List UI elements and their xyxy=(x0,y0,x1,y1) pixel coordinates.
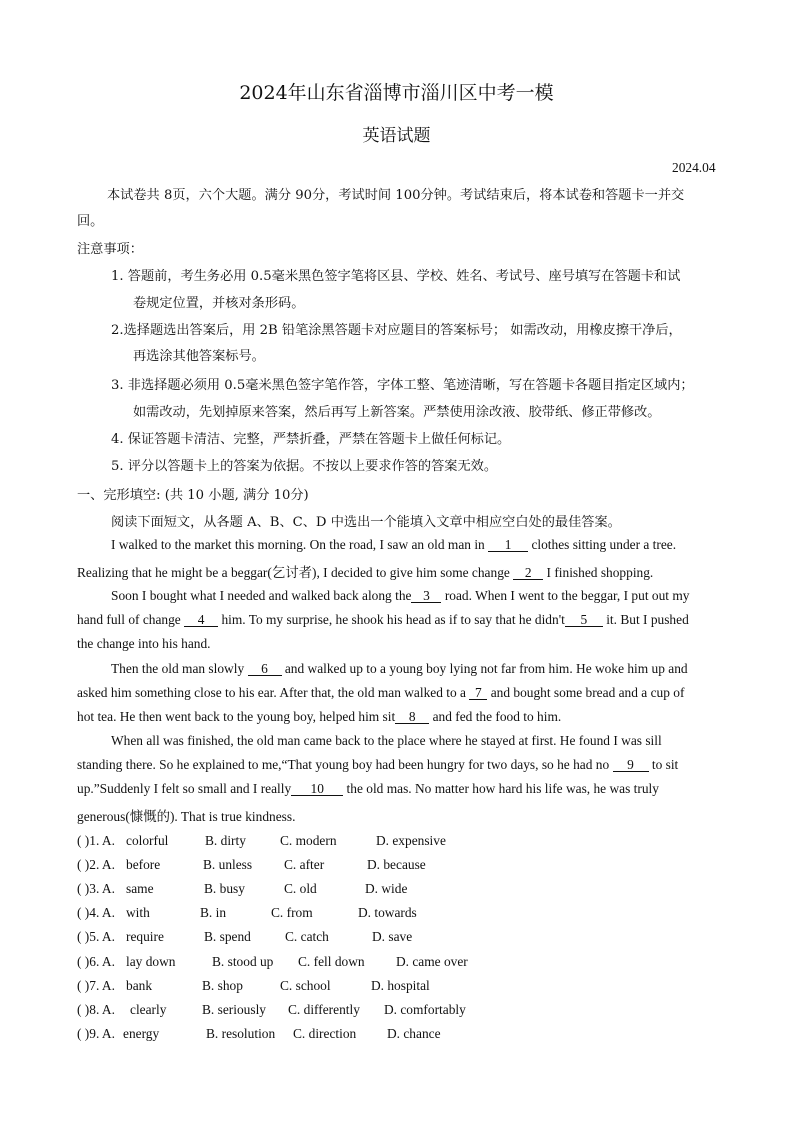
blank-2: 2 xyxy=(513,566,543,580)
blank-9: 9 xyxy=(613,758,649,772)
option-a: lay down xyxy=(126,954,176,969)
exam-title: 2024年山东省淄博市淄川区中考一模 xyxy=(239,82,554,104)
option-a: before xyxy=(126,857,161,872)
blank-8: 8 xyxy=(395,710,429,724)
intro-line: 本试卷共 8页，六个大题。满分 90分，考试时间 100分钟。考试结束后，将本试卷和答题卡一并交 xyxy=(107,188,685,203)
option-d: D. hospital xyxy=(371,978,430,993)
option-a: energy xyxy=(123,1026,160,1041)
passage-line: asked him something close to his ear. After that, the old man walked to a 7 and bought some bread and a cup of xyxy=(77,685,685,700)
question-number: ( )8. A. xyxy=(77,1002,115,1017)
blank-10: 10 xyxy=(291,782,343,796)
blank-1: 1 xyxy=(488,538,528,552)
intro-line: 回。 xyxy=(77,214,104,229)
passage-line: Then the old man slowly 6 and walked up to a young boy lying not far from him. He woke him up and xyxy=(111,661,688,676)
blank-5: 5 xyxy=(565,613,603,627)
blank-6: 6 xyxy=(248,662,282,676)
passage-line: generous(慷慨的). That is true kindness. xyxy=(77,809,296,824)
option-c: C. modern xyxy=(280,833,337,848)
passage-line: the change into his hand. xyxy=(77,636,211,651)
note-item: 2.选择题选出答案后，用 2B 铅笔涂黑答题卡对应题目的答案标号； 如需改动，用橡皮擦干净后， xyxy=(111,323,682,338)
note-item: 如需改动，先划掉原来答案，然后再写上新答案。严禁使用涂改液、胶带纸、修正带修改。 xyxy=(133,405,661,420)
note-item: 5. 评分以答题卡上的答案为依据。不按以上要求作答的答案无效。 xyxy=(111,459,498,474)
passage-line: standing there. So he explained to me,“That young boy had been hungry for two days, so he had no 9 to sit xyxy=(77,757,679,772)
blank-7: 7 xyxy=(469,686,487,700)
exam-subtitle: 英语试题 xyxy=(362,126,431,146)
question-number: ( )7. A. xyxy=(77,978,115,993)
option-c: C. catch xyxy=(285,929,329,944)
passage-line: hot tea. He then went back to the young boy, helped him sit 8 and fed the food to him. xyxy=(77,709,562,724)
blank-3: 3 xyxy=(411,589,441,603)
option-d: D. towards xyxy=(358,905,417,920)
option-a: with xyxy=(126,905,150,920)
section-instruction: 阅读下面短文，从各题 A、B、C、D 中选出一个能填入文章中相应空白处的最佳答案。 xyxy=(111,515,621,530)
option-b: B. stood up xyxy=(212,954,274,969)
option-b: B. resolution xyxy=(206,1026,276,1041)
option-d: D. save xyxy=(372,929,413,944)
exam-date: 2024.04 xyxy=(672,160,716,175)
option-b: B. dirty xyxy=(205,833,246,848)
option-d: D. because xyxy=(367,857,426,872)
option-c: C. from xyxy=(271,905,313,920)
note-item: 卷规定位置，并核对条形码。 xyxy=(133,296,305,311)
note-item: 4. 保证答题卡清洁、完整，严禁折叠，严禁在答题卡上做任何标记。 xyxy=(111,432,511,447)
question-number: ( )4. A. xyxy=(77,905,115,920)
option-d: D. came over xyxy=(396,954,468,969)
option-d: D. comfortably xyxy=(384,1002,466,1017)
option-c: C. differently xyxy=(288,1002,360,1017)
option-a: clearly xyxy=(130,1002,167,1017)
option-c: C. direction xyxy=(293,1026,357,1041)
note-item: 3. 非选择题必须用 0.5毫米黑色签字笔作答，字体工整、笔迹清晰，写在答题卡各题目指定区域内； xyxy=(111,378,694,393)
question-number: ( )3. A. xyxy=(77,881,115,896)
passage-line: hand full of change 4 him. To my surprise, he shook his head as if to say that he didn't 5 it. But I pushed xyxy=(77,612,689,627)
option-b: B. spend xyxy=(204,929,251,944)
option-d: D. wide xyxy=(365,881,408,896)
option-b: B. seriously xyxy=(202,1002,266,1017)
notes-heading: 注意事项： xyxy=(77,242,143,257)
passage-line: up.”Suddenly I felt so small and I really 10 the old mas. No matter how hard his life was, he was truly xyxy=(77,781,659,796)
passage-line: Soon I bought what I needed and walked back along the 3 road. When I went to the beggar, I put out my xyxy=(111,588,690,603)
option-c: C. after xyxy=(284,857,325,872)
question-number: ( )2. A. xyxy=(77,857,115,872)
section-heading: 一、完形填空: (共 10 小题, 满分 10分) xyxy=(77,488,309,503)
passage-line: Realizing that he might be a beggar(乞讨者), I decided to give him some change 2 I finished shopping. xyxy=(77,565,654,580)
passage-line: I walked to the market this morning. On the road, I saw an old man in 1 clothes sitting under a tree. xyxy=(111,537,677,552)
question-number: ( )5. A. xyxy=(77,929,115,944)
question-number: ( )9. A. xyxy=(77,1026,115,1041)
note-item: 再选涂其他答案标号。 xyxy=(133,349,265,364)
blank-4: 4 xyxy=(184,613,218,627)
option-c: C. school xyxy=(280,978,331,993)
option-d: D. expensive xyxy=(376,833,446,848)
option-b: B. unless xyxy=(203,857,253,872)
question-number: ( )1. A. xyxy=(77,833,115,848)
option-b: B. shop xyxy=(202,978,243,993)
note-item: 1. 答题前，考生务必用 0.5毫米黑色签字笔将区县、学校、姓名、考试号、座号填写在答题卡和试 xyxy=(111,269,681,284)
option-a: require xyxy=(126,929,164,944)
option-d: D. chance xyxy=(387,1026,441,1041)
option-b: B. busy xyxy=(204,881,245,896)
option-a: same xyxy=(126,881,154,896)
question-number: ( )6. A. xyxy=(77,954,115,969)
option-c: C. fell down xyxy=(298,954,365,969)
option-a: colorful xyxy=(126,833,169,848)
option-b: B. in xyxy=(200,905,227,920)
option-a: bank xyxy=(126,978,153,993)
option-c: C. old xyxy=(284,881,317,896)
passage-line: When all was finished, the old man came back to the place where he stayed at first. He found I was sill xyxy=(111,733,662,748)
